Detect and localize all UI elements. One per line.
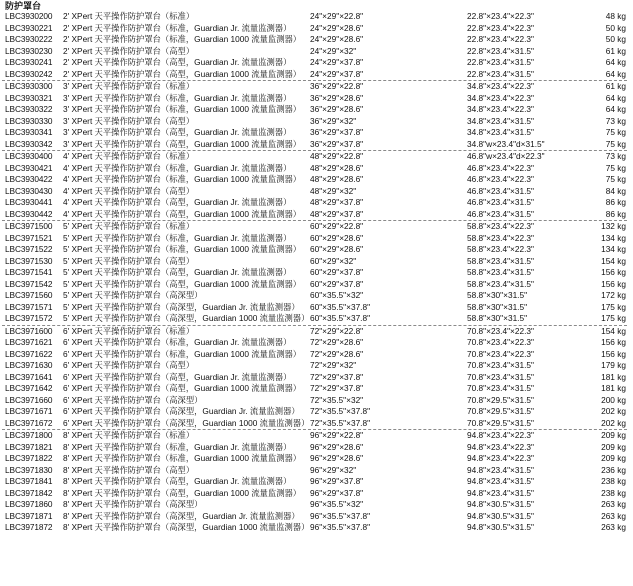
product-code: LBC3971630 — [5, 360, 53, 370]
product-code: LBC3971600 — [5, 325, 53, 336]
table-row — [0, 418, 633, 430]
table-row — [0, 244, 633, 256]
product-code: LBC3930400 — [5, 151, 53, 161]
product-weight: 64 kg — [605, 92, 626, 103]
table-row — [0, 476, 633, 488]
product-weight: 200 kg — [601, 394, 626, 405]
product-code: LBC3971560 — [5, 290, 53, 300]
product-weight: 132 kg — [601, 221, 626, 231]
product-name: 6' XPert 天平操作防护罩台（高深型，Guardian 1000 流量监测器） — [63, 417, 310, 428]
table-row — [0, 313, 633, 325]
product-code: LBC3930441 — [5, 197, 53, 207]
table-row — [0, 290, 633, 302]
table-row — [0, 465, 633, 477]
internal-dimensions: 60"×29"×37.8" — [310, 267, 364, 277]
external-dimensions: 22.8"×23.4"×22.3" — [467, 34, 534, 44]
product-code: LBC3971642 — [5, 383, 53, 393]
product-code: LBC3971672 — [5, 417, 53, 428]
product-code: LBC3930230 — [5, 45, 53, 56]
external-dimensions: 58.8"×23.4"×22.3" — [467, 221, 534, 231]
product-name: 8' XPert 天平操作防护罩台（高深型，Guardian 1000 流量监测器） — [63, 522, 310, 532]
table-row — [0, 430, 633, 442]
internal-dimensions: 24"×29"×28.6" — [310, 22, 364, 33]
table-row — [0, 127, 633, 139]
table-row — [0, 81, 633, 93]
product-name: 8' XPert 天平操作防护罩台（高型，Guardian 1000 流量监测器） — [63, 487, 302, 498]
product-name: 5' XPert 天平操作防护罩台（标准，Guardian 1000 流量监测器） — [63, 244, 302, 254]
product-code: LBC3930321 — [5, 92, 53, 103]
product-weight: 156 kg — [601, 348, 626, 359]
product-weight: 154 kg — [601, 325, 626, 336]
product-name: 4' XPert 天平操作防护罩台（高型，Guardian 1000 流量监测器） — [63, 208, 302, 219]
table-row — [0, 174, 633, 186]
product-name: 2' XPert 天平操作防护罩台（高型，Guardian 1000 流量监测器） — [63, 68, 302, 79]
table-row — [0, 395, 633, 407]
product-weight: 263 kg — [601, 510, 626, 521]
internal-dimensions: 60"×35.5"×37.8" — [310, 313, 371, 323]
product-name: 5' XPert 天平操作防护罩台（标准，Guardian Jr. 流量监测器） — [63, 232, 292, 243]
table-row — [0, 11, 633, 23]
table-row — [0, 337, 633, 349]
product-weight: 238 kg — [601, 487, 626, 498]
product-weight: 134 kg — [601, 232, 626, 243]
table-row — [0, 104, 633, 116]
product-name: 5' XPert 天平操作防护罩台（高型） — [63, 255, 195, 266]
product-weight: 64 kg — [605, 104, 626, 114]
product-name: 3' XPert 天平操作防护罩台（高型） — [63, 115, 195, 126]
external-dimensions: 22.8"×23.4"×31.5" — [467, 45, 534, 56]
external-dimensions: 94.8"×23.4"×31.5" — [467, 464, 534, 475]
product-code: LBC3930422 — [5, 174, 53, 184]
product-code: LBC3930322 — [5, 104, 53, 114]
table-row — [0, 57, 633, 69]
internal-dimensions: 24"×29"×37.8" — [310, 57, 364, 67]
product-weight: 86 kg — [605, 197, 626, 207]
internal-dimensions: 96"×29"×22.8" — [310, 430, 364, 440]
internal-dimensions: 24"×29"×28.6" — [310, 34, 364, 44]
product-code: LBC3971841 — [5, 476, 53, 486]
product-weight: 238 kg — [601, 476, 626, 486]
section-title: 防护罩台 — [5, 1, 42, 11]
internal-dimensions: 48"×29"×37.8" — [310, 197, 364, 207]
external-dimensions: 70.8"×29.5"×31.5" — [467, 406, 534, 416]
product-weight: 154 kg — [601, 255, 626, 266]
product-name: 8' XPert 天平操作防护罩台（高型） — [63, 464, 195, 475]
external-dimensions: 58.8"×23.4"×31.5" — [467, 255, 534, 266]
product-name: 4' XPert 天平操作防护罩台（标准，Guardian 1000 流量监测器） — [63, 174, 302, 184]
table-row — [0, 522, 633, 534]
table-row — [0, 46, 633, 58]
external-dimensions: 58.8"×23.4"×31.5" — [467, 278, 534, 289]
product-name: 6' XPert 天平操作防护罩台（高深型） — [63, 394, 203, 405]
table-row — [0, 186, 633, 198]
product-code: LBC3930221 — [5, 22, 53, 33]
product-weight: 75 kg — [605, 138, 626, 149]
product-code: LBC3971671 — [5, 406, 53, 416]
product-code: LBC3971822 — [5, 453, 53, 463]
internal-dimensions: 96"×35.5"×37.8" — [310, 510, 371, 521]
product-weight: 50 kg — [605, 22, 626, 33]
product-name: 2' XPert 天平操作防护罩台（标准，Guardian 1000 流量监测器） — [63, 34, 302, 44]
table-row — [0, 116, 633, 128]
external-dimensions: 94.8"×30.5"×31.5" — [467, 510, 534, 521]
product-weight: 156 kg — [601, 278, 626, 289]
product-code: LBC3930200 — [5, 11, 53, 21]
product-name: 2' XPert 天平操作防护罩台（标准，Guardian Jr. 流量监测器） — [63, 22, 292, 33]
product-name: 4' XPert 天平操作防护罩台（高型，Guardian Jr. 流量监测器） — [63, 197, 292, 207]
external-dimensions: 70.8"×23.4"×22.3" — [467, 348, 534, 359]
internal-dimensions: 72"×29"×37.8" — [310, 371, 364, 382]
product-code: LBC3971621 — [5, 337, 53, 347]
table-row — [0, 349, 633, 361]
product-code: LBC3930241 — [5, 57, 53, 67]
internal-dimensions: 60"×29"×28.6" — [310, 232, 364, 243]
table-row — [0, 383, 633, 395]
product-code: LBC3930341 — [5, 127, 53, 137]
table-row — [0, 499, 633, 511]
product-code: LBC3971842 — [5, 487, 53, 498]
product-code: LBC3930300 — [5, 81, 53, 91]
internal-dimensions: 48"×29"×37.8" — [310, 208, 364, 219]
external-dimensions: 94.8"×30.5"×31.5" — [467, 522, 534, 532]
internal-dimensions: 24"×29"×22.8" — [310, 11, 364, 21]
product-name: 3' XPert 天平操作防护罩台（标准） — [63, 81, 195, 91]
product-code: LBC3971871 — [5, 510, 53, 521]
product-name: 5' XPert 天平操作防护罩台（高深型，Guardian 1000 流量监测器） — [63, 313, 310, 323]
product-name: 8' XPert 天平操作防护罩台（高深型） — [63, 499, 203, 509]
product-name: 8' XPert 天平操作防护罩台（高深型，Guardian Jr. 流量监测器） — [63, 510, 300, 521]
table-row — [0, 302, 633, 314]
internal-dimensions: 36"×29"×22.8" — [310, 81, 364, 91]
product-weight: 134 kg — [601, 244, 626, 254]
product-weight: 236 kg — [601, 464, 626, 475]
internal-dimensions: 60"×35.5"×32" — [310, 290, 364, 300]
product-name: 3' XPert 天平操作防护罩台（标准，Guardian 1000 流量监测器） — [63, 104, 302, 114]
product-name: 8' XPert 天平操作防护罩台（标准，Guardian Jr. 流量监测器） — [63, 441, 292, 452]
internal-dimensions: 72"×35.5"×32" — [310, 394, 364, 405]
internal-dimensions: 72"×29"×22.8" — [310, 325, 364, 336]
external-dimensions: 34.8"×23.4"×31.5" — [467, 127, 534, 137]
internal-dimensions: 36"×29"×32" — [310, 115, 357, 126]
internal-dimensions: 72"×29"×28.6" — [310, 337, 364, 347]
external-dimensions: 58.8"×23.4"×22.3" — [467, 232, 534, 243]
internal-dimensions: 60"×29"×22.8" — [310, 221, 364, 231]
product-code: LBC3930222 — [5, 34, 53, 44]
product-code: LBC3930330 — [5, 115, 53, 126]
product-code: LBC3971660 — [5, 394, 53, 405]
external-dimensions: 22.8"×23.4"×22.3" — [467, 22, 534, 33]
table-row — [0, 163, 633, 175]
product-name: 2' XPert 天平操作防护罩台（标准） — [63, 11, 195, 21]
product-name: 5' XPert 天平操作防护罩台（标准） — [63, 221, 195, 231]
external-dimensions: 58.8"×30"×31.5" — [467, 290, 528, 300]
product-weight: 73 kg — [605, 151, 626, 161]
product-code: LBC3971571 — [5, 301, 53, 312]
internal-dimensions: 36"×29"×28.6" — [310, 92, 364, 103]
internal-dimensions: 60"×29"×37.8" — [310, 278, 364, 289]
product-table — [0, 11, 633, 534]
internal-dimensions: 48"×29"×32" — [310, 185, 357, 196]
table-row — [0, 209, 633, 221]
table-row — [0, 360, 633, 372]
table-row — [0, 23, 633, 35]
external-dimensions: 58.8"×30"×31.5" — [467, 313, 528, 323]
external-dimensions: 70.8"×23.4"×31.5" — [467, 383, 534, 393]
product-weight: 202 kg — [601, 417, 626, 428]
internal-dimensions: 72"×29"×28.6" — [310, 348, 364, 359]
product-code: LBC3971830 — [5, 464, 53, 475]
product-code: LBC3971860 — [5, 499, 53, 509]
table-row — [0, 233, 633, 245]
internal-dimensions: 96"×29"×37.8" — [310, 476, 364, 486]
product-weight: 179 kg — [601, 360, 626, 370]
product-name: 6' XPert 天平操作防护罩台（高型） — [63, 360, 195, 370]
table-row — [0, 151, 633, 163]
product-weight: 75 kg — [605, 127, 626, 137]
external-dimensions: 46.8"×23.4"×22.3" — [467, 162, 534, 173]
external-dimensions: 58.8"×23.4"×31.5" — [467, 267, 534, 277]
product-code: LBC3971622 — [5, 348, 53, 359]
product-weight: 263 kg — [601, 499, 626, 509]
product-weight: 61 kg — [605, 81, 626, 91]
external-dimensions: 94.8"×23.4"×22.3" — [467, 430, 534, 440]
product-weight: 181 kg — [601, 371, 626, 382]
table-row — [0, 256, 633, 268]
internal-dimensions: 24"×29"×32" — [310, 45, 357, 56]
product-code: LBC3971872 — [5, 522, 53, 532]
table-row — [0, 279, 633, 291]
product-weight: 64 kg — [605, 57, 626, 67]
external-dimensions: 94.8"×23.4"×31.5" — [467, 487, 534, 498]
external-dimensions: 46.8"×23.4"×22.3" — [467, 174, 534, 184]
internal-dimensions: 48"×29"×28.6" — [310, 174, 364, 184]
table-row — [0, 93, 633, 105]
product-weight: 181 kg — [601, 383, 626, 393]
external-dimensions: 94.8"×30.5"×31.5" — [467, 499, 534, 509]
external-dimensions: 70.8"×23.4"×22.3" — [467, 337, 534, 347]
table-row — [0, 326, 633, 338]
external-dimensions: 94.8"×23.4"×22.3" — [467, 453, 534, 463]
product-weight: 86 kg — [605, 208, 626, 219]
table-row — [0, 406, 633, 418]
table-row — [0, 34, 633, 46]
product-code: LBC3971541 — [5, 267, 53, 277]
product-name: 4' XPert 天平操作防护罩台（标准） — [63, 151, 195, 161]
external-dimensions: 94.8"×23.4"×31.5" — [467, 476, 534, 486]
product-weight: 175 kg — [601, 313, 626, 323]
external-dimensions: 34.8"×23.4"×22.3" — [467, 81, 534, 91]
table-row — [0, 372, 633, 384]
external-dimensions: 46.8"×23.4"×31.5" — [467, 208, 534, 219]
external-dimensions: 22.8"×23.4"×31.5" — [467, 57, 534, 67]
product-name: 8' XPert 天平操作防护罩台（高型，Guardian Jr. 流量监测器） — [63, 476, 292, 486]
table-row — [0, 453, 633, 465]
product-code: LBC3971821 — [5, 441, 53, 452]
internal-dimensions: 96"×29"×28.6" — [310, 441, 364, 452]
internal-dimensions: 48"×29"×28.6" — [310, 162, 364, 173]
external-dimensions: 94.8"×23.4"×22.3" — [467, 441, 534, 452]
product-code: LBC3971530 — [5, 255, 53, 266]
internal-dimensions: 96"×29"×28.6" — [310, 453, 364, 463]
external-dimensions: 34.8"×23.4"×22.3" — [467, 92, 534, 103]
internal-dimensions: 72"×35.5"×37.8" — [310, 417, 371, 428]
product-name: 6' XPert 天平操作防护罩台（高深型，Guardian Jr. 流量监测器） — [63, 406, 300, 416]
product-weight: 73 kg — [605, 115, 626, 126]
product-code: LBC3930342 — [5, 138, 53, 149]
product-weight: 75 kg — [605, 174, 626, 184]
product-weight: 156 kg — [601, 267, 626, 277]
product-name: 6' XPert 天平操作防护罩台（标准，Guardian Jr. 流量监测器） — [63, 337, 292, 347]
external-dimensions: 70.8"×23.4"×31.5" — [467, 360, 534, 370]
product-weight: 84 kg — [605, 185, 626, 196]
product-name: 6' XPert 天平操作防护罩台（高型，Guardian Jr. 流量监测器） — [63, 371, 292, 382]
product-weight: 64 kg — [605, 68, 626, 79]
product-code: LBC3930421 — [5, 162, 53, 173]
external-dimensions: 46.8"×23.4"×31.5" — [467, 185, 534, 196]
internal-dimensions: 60"×35.5"×37.8" — [310, 301, 371, 312]
external-dimensions: 70.8"×23.4"×31.5" — [467, 371, 534, 382]
internal-dimensions: 96"×29"×32" — [310, 464, 357, 475]
product-name: 3' XPert 天平操作防护罩台（高型，Guardian Jr. 流量监测器） — [63, 127, 292, 137]
internal-dimensions: 72"×35.5"×37.8" — [310, 406, 371, 416]
external-dimensions: 70.8"×29.5"×31.5" — [467, 417, 534, 428]
product-weight: 50 kg — [605, 34, 626, 44]
table-row — [0, 488, 633, 500]
internal-dimensions: 72"×29"×37.8" — [310, 383, 364, 393]
internal-dimensions: 60"×29"×32" — [310, 255, 357, 266]
external-dimensions: 22.8"×23.4"×31.5" — [467, 68, 534, 79]
internal-dimensions: 36"×29"×28.6" — [310, 104, 364, 114]
table-row — [0, 442, 633, 454]
product-name: 4' XPert 天平操作防护罩台（标准，Guardian Jr. 流量监测器） — [63, 162, 292, 173]
internal-dimensions: 96"×29"×37.8" — [310, 487, 364, 498]
product-weight: 263 kg — [601, 522, 626, 532]
product-name: 6' XPert 天平操作防护罩台（标准，Guardian 1000 流量监测器） — [63, 348, 302, 359]
table-row — [0, 267, 633, 279]
product-code: LBC3971542 — [5, 278, 53, 289]
product-name: 8' XPert 天平操作防护罩台（标准，Guardian 1000 流量监测器） — [63, 453, 302, 463]
product-code: LBC3971522 — [5, 244, 53, 254]
product-code: LBC3930442 — [5, 208, 53, 219]
product-code: LBC3971572 — [5, 313, 53, 323]
table-row — [0, 511, 633, 523]
product-name: 8' XPert 天平操作防护罩台（标准） — [63, 430, 195, 440]
product-weight: 209 kg — [601, 441, 626, 452]
product-code: LBC3971521 — [5, 232, 53, 243]
product-name: 5' XPert 天平操作防护罩台（高型，Guardian 1000 流量监测器） — [63, 278, 302, 289]
product-name: 2' XPert 天平操作防护罩台（高型，Guardian Jr. 流量监测器） — [63, 57, 292, 67]
product-code: LBC3930430 — [5, 185, 53, 196]
product-name: 3' XPert 天平操作防护罩台（标准，Guardian Jr. 流量监测器） — [63, 92, 292, 103]
internal-dimensions: 36"×29"×37.8" — [310, 138, 364, 149]
product-name: 5' XPert 天平操作防护罩台（高型，Guardian Jr. 流量监测器） — [63, 267, 292, 277]
product-weight: 172 kg — [601, 290, 626, 300]
product-weight: 75 kg — [605, 162, 626, 173]
internal-dimensions: 96"×35.5"×37.8" — [310, 522, 371, 532]
product-weight: 209 kg — [601, 453, 626, 463]
table-row — [0, 197, 633, 209]
external-dimensions: 22.8"×23.4"×22.3" — [467, 11, 534, 21]
internal-dimensions: 72"×29"×32" — [310, 360, 357, 370]
table-row — [0, 69, 633, 81]
product-name: 5' XPert 天平操作防护罩台（高深型，Guardian Jr. 流量监测器） — [63, 301, 300, 312]
internal-dimensions: 24"×29"×37.8" — [310, 68, 364, 79]
product-weight: 156 kg — [601, 337, 626, 347]
product-name: 6' XPert 天平操作防护罩台（标准） — [63, 325, 195, 336]
product-name: 2' XPert 天平操作防护罩台（高型） — [63, 45, 195, 56]
external-dimensions: 70.8"×23.4"×22.3" — [467, 325, 534, 336]
external-dimensions: 46.8"×23.4"×31.5" — [467, 197, 534, 207]
product-name: 5' XPert 天平操作防护罩台（高深型） — [63, 290, 203, 300]
product-weight: 175 kg — [601, 301, 626, 312]
external-dimensions: 34.8"w×23.4"d×31.5" — [467, 138, 545, 149]
product-code: LBC3930242 — [5, 68, 53, 79]
product-name: 6' XPert 天平操作防护罩台（高型，Guardian 1000 流量监测器） — [63, 383, 302, 393]
external-dimensions: 58.8"×30"×31.5" — [467, 301, 528, 312]
product-name: 4' XPert 天平操作防护罩台（高型） — [63, 185, 195, 196]
external-dimensions: 58.8"×23.4"×22.3" — [467, 244, 534, 254]
internal-dimensions: 36"×29"×37.8" — [310, 127, 364, 137]
table-row — [0, 221, 633, 233]
internal-dimensions: 96"×35.5"×32" — [310, 499, 364, 509]
table-row — [0, 139, 633, 151]
product-code: LBC3971500 — [5, 221, 53, 231]
product-weight: 48 kg — [605, 11, 626, 21]
product-code: LBC3971800 — [5, 430, 53, 440]
product-name: 3' XPert 天平操作防护罩台（高型，Guardian 1000 流量监测器） — [63, 138, 302, 149]
product-weight: 202 kg — [601, 406, 626, 416]
external-dimensions: 34.8"×23.4"×31.5" — [467, 115, 534, 126]
internal-dimensions: 60"×29"×28.6" — [310, 244, 364, 254]
product-code: LBC3971641 — [5, 371, 53, 382]
external-dimensions: 34.8"×23.4"×22.3" — [467, 104, 534, 114]
product-weight: 61 kg — [605, 45, 626, 56]
product-weight: 209 kg — [601, 430, 626, 440]
internal-dimensions: 48"×29"×22.8" — [310, 151, 364, 161]
external-dimensions: 46.8"w×23.4"d×22.3" — [467, 151, 545, 161]
external-dimensions: 70.8"×29.5"×31.5" — [467, 394, 534, 405]
